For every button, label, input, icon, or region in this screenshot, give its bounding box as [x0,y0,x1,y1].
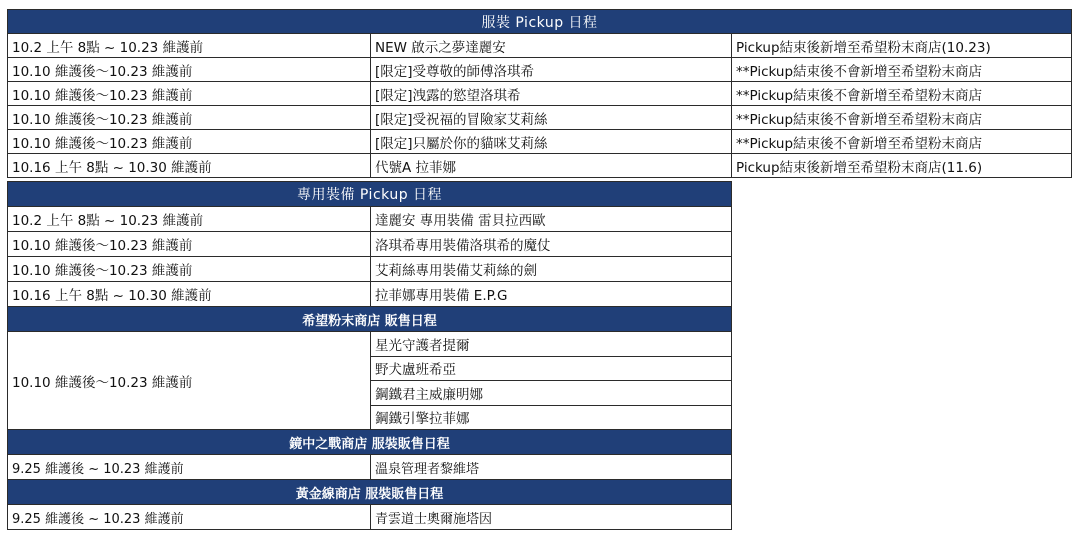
table-row [8,154,1072,178]
shop-item-cell: 青雲道士奧爾施塔因 [371,505,732,530]
note-cell: **Pickup結束後不會新增至希望粉末商店 [732,106,1072,130]
period-cell: 10.10 維護後～10.23 維護前 [8,130,371,154]
shop-item-cell: 野犬盧班希亞 [371,356,732,381]
period-cell: 10.16 上午 8點 ~ 10.30 維護前 [8,154,371,178]
table-row [8,58,1072,82]
period-cell: 10.10 維護後～10.23 維護前 [8,82,371,106]
period-cell: 10.2 上午 8點 ~ 10.23 維護前 [8,34,371,58]
equipment-name-cell: 拉菲娜專用裝備 E.P.G [371,282,732,307]
period-cell: 10.10 維護後～10.23 維護前 [8,106,371,130]
table-row [8,82,1072,106]
costume-name-cell: NEW 啟示之夢達麗安 [371,34,732,58]
table-row [8,34,1072,58]
note-cell: Pickup結束後新增至希望粉末商店(11.6) [732,154,1072,178]
note-cell: **Pickup結束後不會新增至希望粉末商店 [732,82,1072,106]
hope-powder-shop-title: 希望粉末商店 販售日程 [8,307,732,332]
equipment-name-cell: 達麗安 專用裝備 雷貝拉西歐 [371,207,732,232]
table-row [8,232,732,257]
costume-name-cell: [限定]只屬於你的貓咪艾莉絲 [371,130,732,154]
table-row [8,455,732,480]
equipment-name-cell: 洛琪希專用裝備洛琪希的魔仗 [371,232,732,257]
table-row [8,282,732,307]
schedule-table [7,181,732,530]
period-cell: 9.25 維護後 ~ 10.23 維護前 [8,455,371,480]
note-cell: **Pickup結束後不會新增至希望粉末商店 [732,58,1072,82]
mirror-battle-shop-title: 鏡中之戰商店 服裝販售日程 [8,430,732,455]
table-row [8,207,732,232]
period-cell: 10.2 上午 8點 ~ 10.23 維護前 [8,207,371,232]
table-row [8,505,732,530]
costume-name-cell: [限定]洩露的慾望洛琪希 [371,82,732,106]
shop-item-cell: 鋼鐵引擎拉菲娜 [371,405,732,430]
costume-name-cell: [限定]受祝福的冒險家艾莉絲 [371,106,732,130]
period-cell: 10.10 維護後～10.23 維護前 [8,332,371,430]
golden-line-shop-title: 黃金線商店 服裝販售日程 [8,480,732,505]
shop-item-cell: 鋼鐵君主威廉明娜 [371,381,732,406]
period-cell: 10.10 維護後～10.23 維護前 [8,232,371,257]
period-cell: 10.16 上午 8點 ~ 10.30 維護前 [8,282,371,307]
equipment-pickup-title: 專用裝備 Pickup 日程 [8,182,732,207]
costume-pickup-table [7,9,1072,178]
shop-item-cell: 溫泉管理者黎維塔 [371,455,732,480]
table-row [8,106,1072,130]
costume-name-cell: 代號A 拉菲娜 [371,154,732,178]
table-row [8,257,732,282]
table-row [8,332,732,357]
period-cell: 9.25 維護後 ~ 10.23 維護前 [8,505,371,530]
costume-name-cell: [限定]受尊敬的師傅洛琪希 [371,58,732,82]
equipment-name-cell: 艾莉絲專用裝備艾莉絲的劍 [371,257,732,282]
period-cell: 10.10 維護後～10.23 維護前 [8,257,371,282]
note-cell: Pickup結束後新增至希望粉末商店(10.23) [732,34,1072,58]
shop-item-cell: 星光守護者提爾 [371,332,732,357]
note-cell: **Pickup結束後不會新增至希望粉末商店 [732,130,1072,154]
table-row [8,130,1072,154]
costume-pickup-title: 服裝 Pickup 日程 [8,10,1072,34]
period-cell: 10.10 維護後～10.23 維護前 [8,58,371,82]
